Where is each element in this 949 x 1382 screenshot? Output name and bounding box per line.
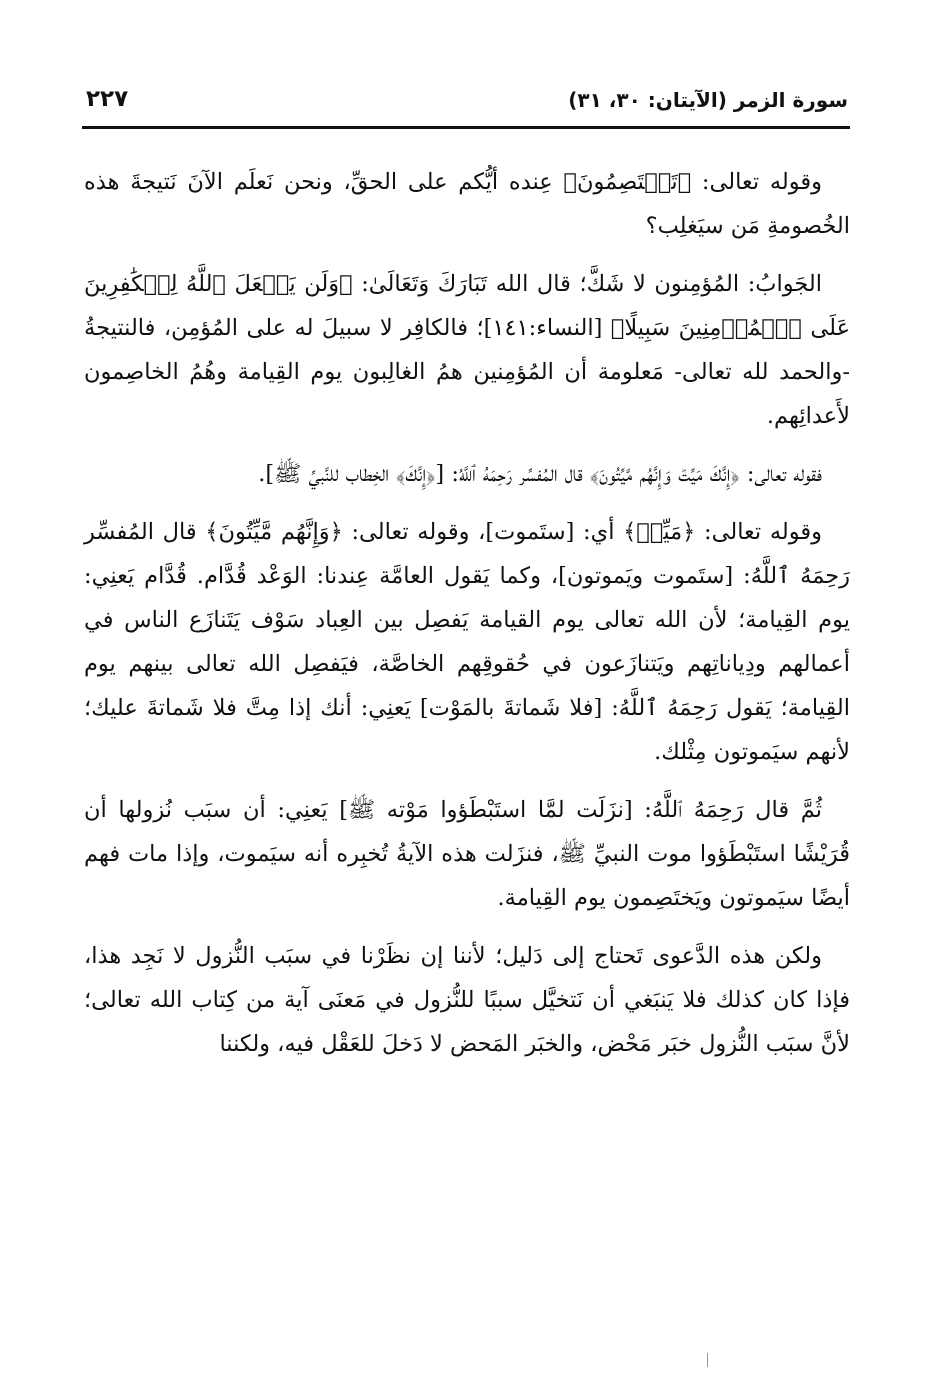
surah-title: سورة الزمر (الآيتان: ٣٠، ٣١) (568, 88, 848, 112)
page-mark (707, 1353, 708, 1367)
paragraph: ثُمَّ قال رَحِمَهُ ٱللَّهُ: [نزَلَت لمَّا استَبْطَؤوا مَوْته ﷺ] يَعنِي: أن سبَب نُزولها أن قُرَيْشًا استَبْطَؤوا موت النبيِّ ﷺ، فنزَلت هذه الآيةُ تُخبِره أنه سيَموت، وإذا مات فهم أيضًا سيَموتون ويَختَصِمون يوم القِيامة. (84, 797, 850, 911)
page-number: ٢٢٧ (86, 86, 129, 112)
header-rule (82, 126, 850, 129)
paragraph: الجَوابُ: المُؤمِنون لا شَكَّ؛ قال الله تَبَارَكَ وَتَعَالَىٰ: ﴿وَلَن يَجۡعَلَ ٱللَّهُ لِلۡكَٰفِرِينَ عَلَى ٱلۡمُؤۡمِنِينَ سَبِيلًا﴾ [النساء:١٤١]؛ فالكافِر لا سبيلَ له على المُؤمِن، فالنتيجةُ -والحمد لله تعالى- مَعلومة أن المُؤمِنين همُ الغالِبون يوم القِيامة وهُمُ الخاصِمون لأَعدائِهم. (84, 271, 851, 429)
paragraph: وقوله تعالى: ﴿مَيِّتٞ﴾ أي: [ستَموت]، وقوله تعالى: ﴿وَإِنَّهُم مَّيِّتُونَ﴾ قال المُفسِّر رَحِمَهُ ٱللَّهُ: [ستَموت ويَموتون]، وكما يَقول العامَّة عِندنا: الوَعْد قُدَّام. قُدَّام يَعنِي: يوم القِيامة؛ لأن الله تعالى يوم القيامة يَفصِل بين العِباد سَوْف يَتَنازَع الناس في أعمالهم ودِياناتِهم ويَتنازَعون في حُقوقِهم الخاصَّة، فيَفصِل الله تعالى بينهم يوم القِيامة؛ يَقول رَحِمَهُ ٱللَّهُ: [فلا شَماتةَ بالمَوْت] يَعنِي: أنك إذا مِتَّ فلا شَماتةَ عليك؛ لأنهم سيَموتون مِثْلك. (84, 519, 850, 765)
running-header (82, 84, 850, 124)
paragraph: وقوله تعالى: ﴿تَخۡتَصِمُونَ﴾ عِنده أيُّكم على الحقِّ، ونحن نَعلَم الآنَ نَتيجةَ هذه الخُصومةِ مَن سيَغلِب؟ (84, 169, 850, 239)
body-text (84, 160, 850, 1080)
paragraph: فقوله تعالى: ﴿إِنَّكَ مَيِّتٞ وَإِنَّهُم مَّيِّتُونَ﴾ قال المُفسِّر رَحِمَهُ ٱللَّهُ: [﴿إِنَّكَ﴾ الخِطاب للنَّبيِّ ﷺ]. (258, 461, 822, 487)
paragraph: ولكن هذه الدَّعوى تَحتاج إلى دَليل؛ لأننا إن نظَرْنا في سبَب النُّزول لا نَجِد هذا، فإذا كان كذلك فلا يَنبَغي أن نَتخيَّل سببًا للنُّزول في مَعنَى آية من كِتاب الله تعالى؛ لأنَّ سبَب النُّزول خبَر مَحْض، والخبَر المَحض لا دَخلَ للعَقْل فيه، ولكننا (84, 943, 850, 1057)
